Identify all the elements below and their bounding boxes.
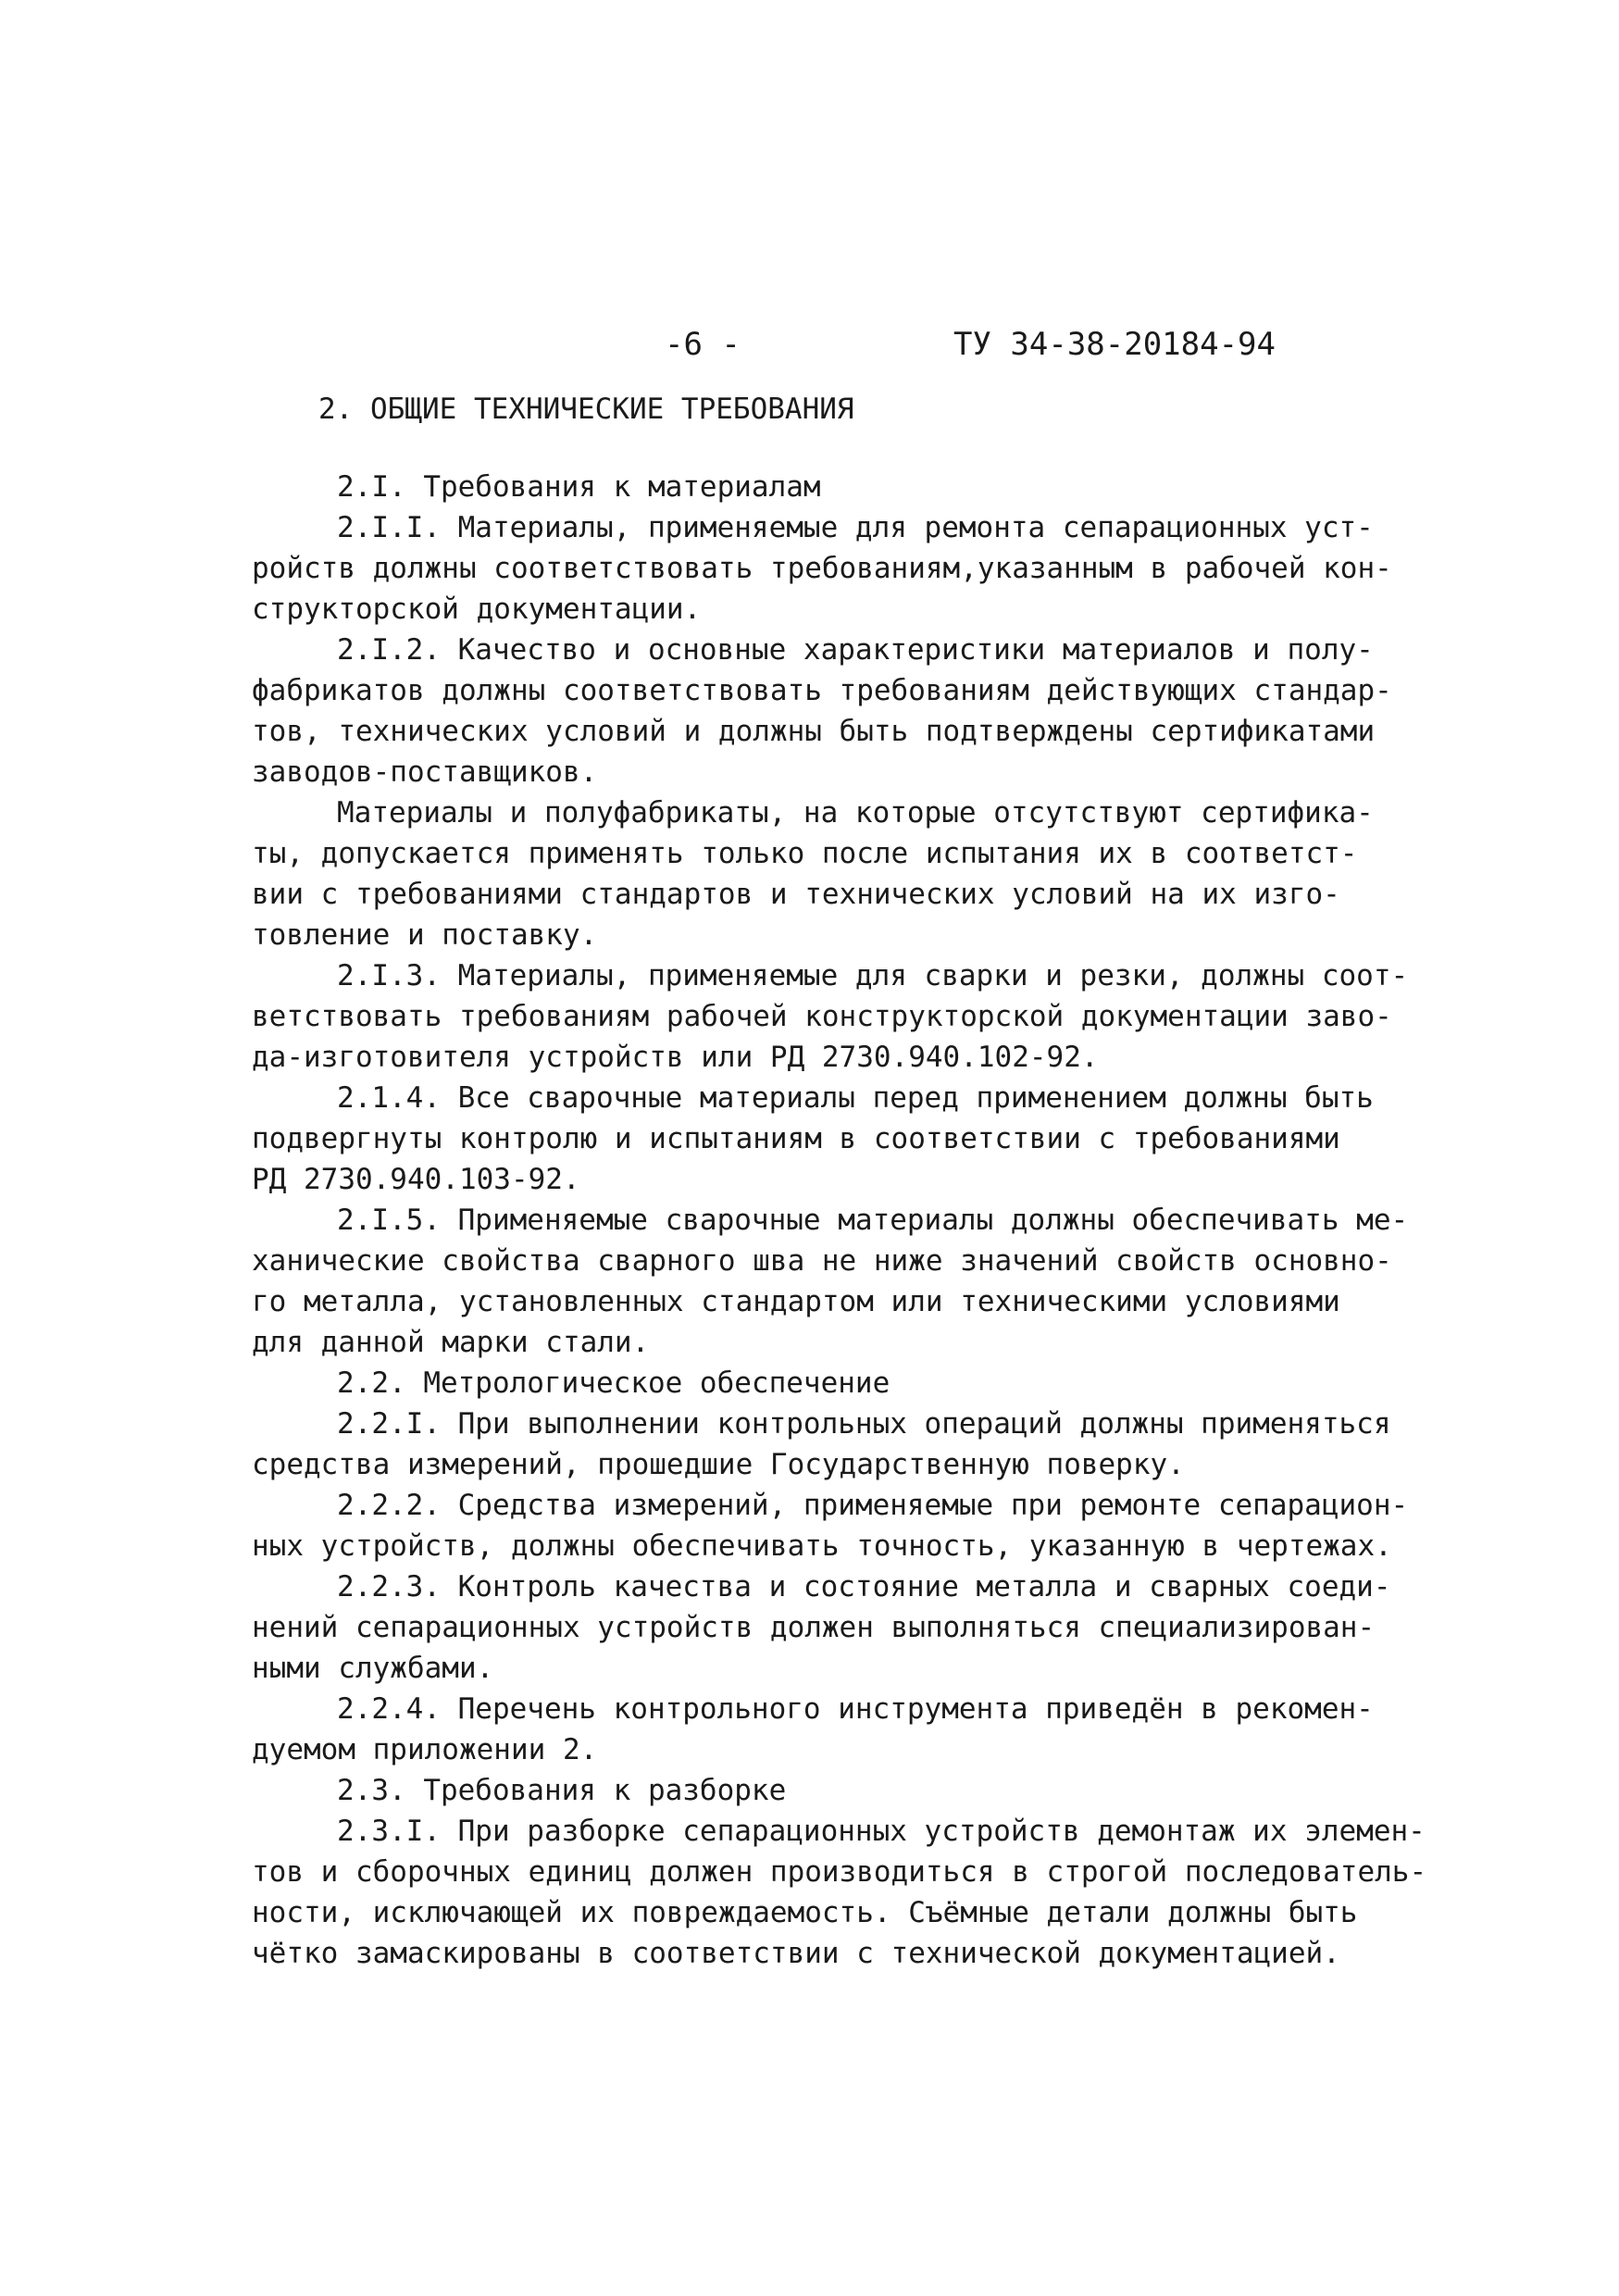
section-title: 2. ОБЩИЕ ТЕХНИЧЕСКИЕ ТРЕБОВАНИЯ — [318, 393, 854, 426]
subsection-heading: 2.I. Требования к материалам — [337, 470, 821, 504]
paragraph-line: 2.I.2. Качество и основные характеристики материалов и полу- — [337, 633, 1374, 667]
paragraph-line: 2.2.3. Контроль качества и состояние металла и сварных соеди- — [337, 1570, 1391, 1603]
paragraph-line: тов, технических условий и должны быть подтверждены сертификатами — [252, 715, 1376, 748]
paragraph-line: нений сепарационных устройств должен выполняться специализирован- — [252, 1611, 1376, 1644]
paragraph-line: го металла, установленных стандартом или техническими условиями — [252, 1285, 1340, 1318]
paragraph-line: 2.3.I. При разборке сепарационных устройств демонтаж их элемен- — [337, 1815, 1426, 1848]
paragraph-line: Материалы и полуфабрикаты, на которые отсутствуют сертифика- — [337, 796, 1374, 830]
paragraph-line: дуемом приложении 2. — [252, 1733, 598, 1766]
paragraph-line: чётко замаскированы в соответствии с технической документацией. — [252, 1937, 1340, 1970]
document-code: ТУ 34-38-20184-94 — [953, 326, 1276, 363]
paragraph-line: средства измерений, прошедшие Государственную поверку. — [252, 1448, 1185, 1481]
paragraph-line: ты, допускается применять только после испытания их в соответст- — [252, 837, 1358, 870]
page-number: -6 - — [665, 326, 741, 363]
subsection-heading: 2.2. Метрологическое обеспечение — [337, 1366, 890, 1400]
paragraph-line: товление и поставку. — [252, 918, 598, 952]
paragraph-line: 2.I.I. Материалы, применяемые для ремонта сепарационных уст- — [337, 511, 1374, 544]
paragraph-line: заводов-поставщиков. — [252, 755, 598, 789]
subsection-heading: 2.3. Требования к разборке — [337, 1774, 787, 1807]
paragraph-line: ными службами. — [252, 1652, 494, 1685]
paragraph-line: 2.1.4. Все сварочные материалы перед применением должны быть — [337, 1081, 1374, 1115]
document-body — [252, 389, 1427, 1974]
paragraph-line: подвергнуты контролю и испытаниям в соответствии с требованиями — [252, 1122, 1340, 1155]
page-header — [0, 326, 1619, 372]
paragraph-line: вии с требованиями стандартов и технических условий на их изго- — [252, 878, 1340, 911]
paragraph-line: 2.I.3. Материалы, применяемые для сварки и резки, должны соот- — [337, 959, 1409, 992]
paragraph-line: структорской документации. — [252, 593, 702, 626]
paragraph-line: 2.2.2. Средства измерений, применяемые при ремонте сепарацион- — [337, 1489, 1409, 1522]
paragraph-line: тов и сборочных единиц должен производиться в строгой последователь- — [252, 1855, 1427, 1889]
paragraph-line: ности, исключающей их повреждаемость. Съёмные детали должны быть — [252, 1896, 1358, 1929]
paragraph-line: ных устройств, должны обеспечивать точность, указанную в чертежах. — [252, 1529, 1392, 1563]
paragraph-line: да-изготовителя устройств или РД 2730.940.102-92. — [252, 1041, 1099, 1074]
paragraph-line: ройств должны соответствовать требованиям,указанным в рабочей кон- — [252, 552, 1392, 585]
paragraph-line: 2.2.4. Перечень контрольного инструмента приведён в рекомен- — [337, 1692, 1374, 1726]
paragraph-line: 2.I.5. Применяемые сварочные материалы должны обеспечивать ме- — [337, 1204, 1409, 1237]
paragraph-line: для данной марки стали. — [252, 1326, 650, 1359]
paragraph-line: фабрикатов должны соответствовать требованиям действующих стандар- — [252, 674, 1392, 707]
paragraph-line: 2.2.I. При выполнении контрольных операций должны применяться — [337, 1407, 1391, 1441]
paragraph-line: ветствовать требованиям рабочей конструкторской документации заво- — [252, 1000, 1392, 1033]
paragraph-line: РД 2730.940.103-92. — [252, 1163, 580, 1196]
paragraph-line: ханические свойства сварного шва не ниже значений свойств основно- — [252, 1244, 1392, 1278]
